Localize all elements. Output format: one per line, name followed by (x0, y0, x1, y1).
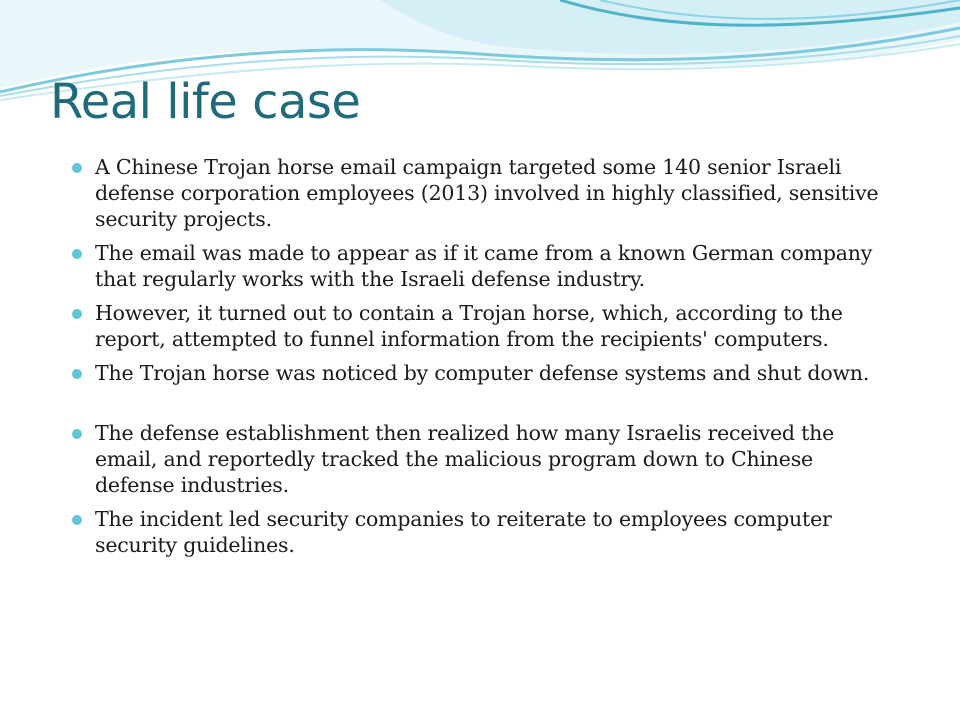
bullet-text: However, it turned out to contain a Trojan horse, which, according to the report, attempted to funnel information from the recipients' computers. (95, 301, 843, 351)
bullet-item (72, 360, 892, 386)
bullet-item (72, 506, 892, 558)
bullet-marker (72, 515, 82, 525)
bullet-marker (72, 163, 82, 173)
bullet-text: The defense establishment then realized how many Israelis received the email, and reportedly tracked the malicious program down to Chinese defense industries. (95, 421, 835, 497)
bullet-text: A Chinese Trojan horse email campaign targeted some 140 senior Israeli defense corporation employees (2013) involved in highly classified, sensitive security projects. (95, 155, 879, 231)
bullet-marker (72, 309, 82, 319)
bullet-marker (72, 369, 82, 379)
bullet-text: The incident led security companies to reiterate to employees computer security guidelines. (95, 507, 832, 557)
bullet-item (72, 154, 892, 232)
bullet-item (72, 420, 892, 498)
bullet-text: The Trojan horse was noticed by computer defense systems and shut down. (95, 361, 870, 385)
slide-title: Real life case (50, 74, 361, 130)
bullet-item (72, 300, 892, 352)
bullet-item (72, 240, 892, 292)
bullet-text: The email was made to appear as if it came from a known German company that regularly works with the Israeli defense industry. (95, 241, 873, 291)
bullet-marker (72, 429, 82, 439)
bullet-marker (72, 249, 82, 259)
bullet-list (72, 154, 892, 566)
